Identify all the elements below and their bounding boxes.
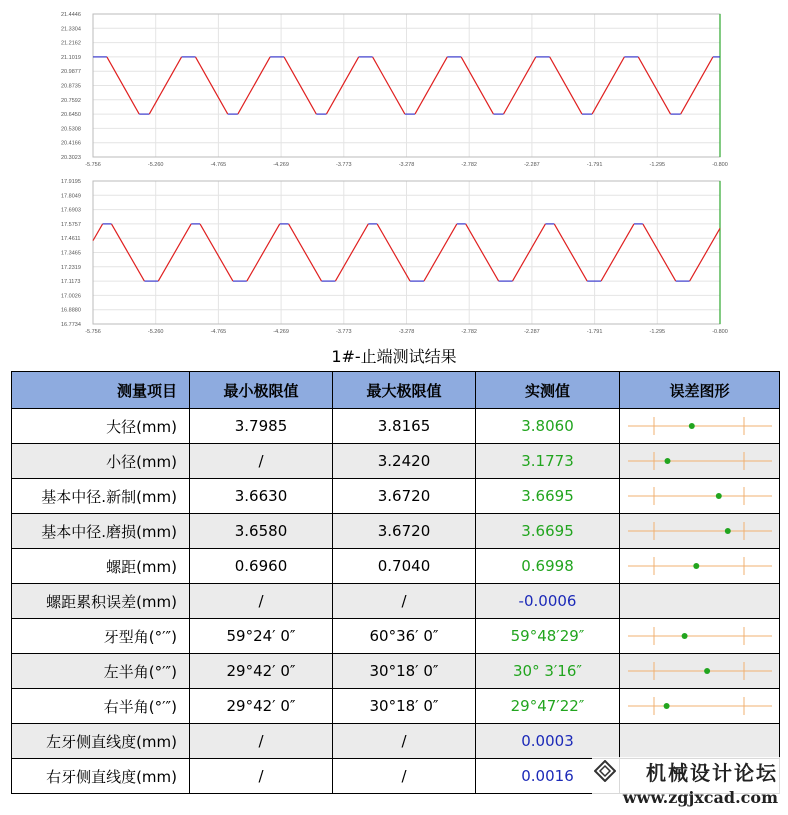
y-tick-label: 20.7592 [61, 97, 81, 104]
table-row [12, 584, 780, 619]
x-tick-label: -5.756 [85, 329, 101, 335]
row-min-limit: 59°24′ 0″ [190, 619, 333, 654]
error-bar-svg [626, 521, 774, 541]
row-min-limit: / [190, 584, 333, 619]
diamond-logo-icon [594, 760, 616, 782]
row-min-limit: / [190, 724, 333, 759]
y-tick-label: 17.5757 [61, 221, 81, 228]
y-tick-label: 17.3465 [61, 250, 81, 257]
error-bar-svg [626, 556, 774, 576]
x-tick-label: -1.295 [649, 162, 666, 168]
x-tick-label: -0.800 [712, 329, 728, 335]
row-actual-value: 0.6998 [476, 549, 620, 584]
row-max-limit: / [333, 759, 476, 794]
header-item: 测量项目 [12, 372, 190, 409]
row-actual-value: 3.1773 [476, 444, 620, 479]
row-max-limit: 3.6720 [333, 514, 476, 549]
row-error-graph [620, 514, 780, 549]
row-item-name: 螺距累积误差(mm) [12, 584, 190, 619]
watermark [592, 757, 782, 807]
row-error-graph [620, 654, 780, 689]
row-actual-value: 3.6695 [476, 479, 620, 514]
y-tick-label: 21.1019 [61, 54, 81, 61]
error-value-dot [715, 493, 721, 499]
top-profile-svg [0, 0, 788, 172]
row-max-limit: 60°36′ 0″ [333, 619, 476, 654]
table-row [12, 514, 780, 549]
row-item-name: 牙型角(°′″) [12, 619, 190, 654]
error-bar-svg [626, 486, 774, 506]
row-actual-value: 0.0003 [476, 724, 620, 759]
bottom-profile-svg [0, 173, 788, 340]
error-value-dot [724, 528, 730, 534]
y-tick-label: 20.9877 [61, 69, 81, 76]
y-tick-label: 17.1173 [61, 279, 81, 286]
row-item-name: 右牙侧直线度(mm) [12, 759, 190, 794]
error-bar-svg [626, 626, 774, 646]
results-body [12, 409, 780, 794]
x-tick-label: -0.800 [712, 162, 728, 168]
row-max-limit: / [333, 584, 476, 619]
row-actual-value: -0.0006 [476, 584, 620, 619]
x-tick-label: -2.287 [524, 162, 540, 168]
error-value-dot [704, 668, 710, 674]
y-tick-label: 17.4611 [61, 236, 81, 243]
bottom-thread-profile-chart [0, 173, 788, 340]
x-tick-label: -2.782 [461, 162, 478, 168]
x-tick-label: -3.773 [335, 162, 352, 168]
row-error-graph [620, 549, 780, 584]
x-tick-label: -1.791 [586, 162, 603, 168]
table-row [12, 724, 780, 759]
row-item-name: 右半角(°′″) [12, 689, 190, 724]
table-row [12, 444, 780, 479]
y-tick-label: 20.5308 [61, 126, 81, 133]
results-table-title: 1#-止端测试结果 [331, 347, 457, 366]
table-row [12, 549, 780, 584]
row-actual-value: 59°48′29″ [476, 619, 620, 654]
y-tick-label: 20.8735 [61, 83, 81, 90]
error-bar-svg [626, 451, 774, 471]
row-max-limit: 30°18′ 0″ [333, 689, 476, 724]
watermark-site-name: 机械设计论坛 [646, 761, 778, 785]
x-tick-label: -5.756 [85, 162, 101, 168]
error-bar-svg [626, 696, 774, 716]
x-tick-label: -4.765 [210, 329, 227, 335]
x-tick-label: -2.782 [461, 329, 478, 335]
row-min-limit: 0.6960 [190, 549, 333, 584]
y-tick-label: 21.3304 [61, 26, 81, 33]
results-table [11, 371, 780, 794]
row-error-graph [620, 479, 780, 514]
row-item-name: 左半角(°′″) [12, 654, 190, 689]
x-tick-label: -5.260 [147, 162, 164, 168]
x-tick-label: -1.791 [586, 329, 603, 335]
y-tick-label: 16.8880 [61, 307, 81, 314]
x-tick-label: -5.260 [147, 329, 164, 335]
y-tick-label: 20.3023 [61, 155, 81, 161]
row-max-limit: 3.6720 [333, 479, 476, 514]
y-tick-label: 17.2319 [61, 264, 81, 271]
table-row [12, 409, 780, 444]
header-max-limit: 最大极限值 [333, 372, 476, 409]
row-error-graph [620, 409, 780, 444]
table-header-row [12, 372, 780, 409]
row-item-name: 小径(mm) [12, 444, 190, 479]
header-actual: 实测值 [476, 372, 620, 409]
row-error-graph [620, 724, 780, 759]
row-min-limit: 29°42′ 0″ [190, 654, 333, 689]
row-actual-value: 3.6695 [476, 514, 620, 549]
y-tick-label: 17.9195 [61, 179, 81, 185]
x-tick-label: -4.269 [273, 162, 289, 168]
x-tick-label: -2.287 [524, 329, 540, 335]
row-max-limit: 3.2420 [333, 444, 476, 479]
x-tick-label: -3.278 [398, 162, 415, 168]
row-item-name: 基本中径.磨损(mm) [12, 514, 190, 549]
row-item-name: 螺距(mm) [12, 549, 190, 584]
error-value-dot [664, 458, 670, 464]
header-error-graph: 误差图形 [620, 372, 780, 409]
row-item-name: 大径(mm) [12, 409, 190, 444]
row-error-graph [620, 444, 780, 479]
row-max-limit: 30°18′ 0″ [333, 654, 476, 689]
row-actual-value: 30° 3′16″ [476, 654, 620, 689]
y-tick-label: 20.6450 [61, 112, 81, 119]
x-tick-label: -4.269 [273, 329, 289, 335]
error-bar-svg [626, 661, 774, 681]
x-tick-label: -3.278 [398, 329, 415, 335]
row-actual-value: 29°47′22″ [476, 689, 620, 724]
top-thread-profile-chart [0, 0, 788, 172]
table-row [12, 689, 780, 724]
row-min-limit: / [190, 444, 333, 479]
row-max-limit: 3.8165 [333, 409, 476, 444]
table-row [12, 479, 780, 514]
error-value-dot [663, 703, 669, 709]
profile-flank-segment [690, 228, 720, 281]
row-error-graph [620, 584, 780, 619]
y-tick-label: 21.2162 [61, 40, 81, 47]
row-item-name: 基本中径.新制(mm) [12, 479, 190, 514]
y-tick-label: 16.7734 [61, 322, 81, 328]
header-min-limit: 最小极限值 [190, 372, 333, 409]
watermark-url: www.zgjxcad.com [622, 788, 778, 807]
row-actual-value: 3.8060 [476, 409, 620, 444]
row-error-graph [620, 619, 780, 654]
x-tick-label: -3.773 [335, 329, 352, 335]
row-min-limit: / [190, 759, 333, 794]
error-value-dot [693, 563, 699, 569]
row-item-name: 左牙侧直线度(mm) [12, 724, 190, 759]
y-tick-label: 17.6903 [61, 207, 81, 214]
error-bar-svg [626, 416, 774, 436]
y-tick-label: 17.8049 [61, 193, 81, 200]
y-tick-label: 20.4166 [61, 140, 81, 147]
y-tick-label: 21.4446 [61, 12, 81, 18]
row-min-limit: 3.6630 [190, 479, 333, 514]
row-min-limit: 29°42′ 0″ [190, 689, 333, 724]
x-tick-label: -4.765 [210, 162, 227, 168]
y-tick-label: 17.0026 [61, 293, 81, 300]
row-min-limit: 3.6580 [190, 514, 333, 549]
row-max-limit: 0.7040 [333, 549, 476, 584]
table-row [12, 619, 780, 654]
x-tick-label: -1.295 [649, 329, 666, 335]
error-value-dot [681, 633, 687, 639]
error-value-dot [688, 423, 694, 429]
table-row [12, 654, 780, 689]
row-actual-value: 0.0016 [476, 759, 620, 794]
row-min-limit: 3.7985 [190, 409, 333, 444]
row-max-limit: / [333, 724, 476, 759]
row-error-graph [620, 689, 780, 724]
